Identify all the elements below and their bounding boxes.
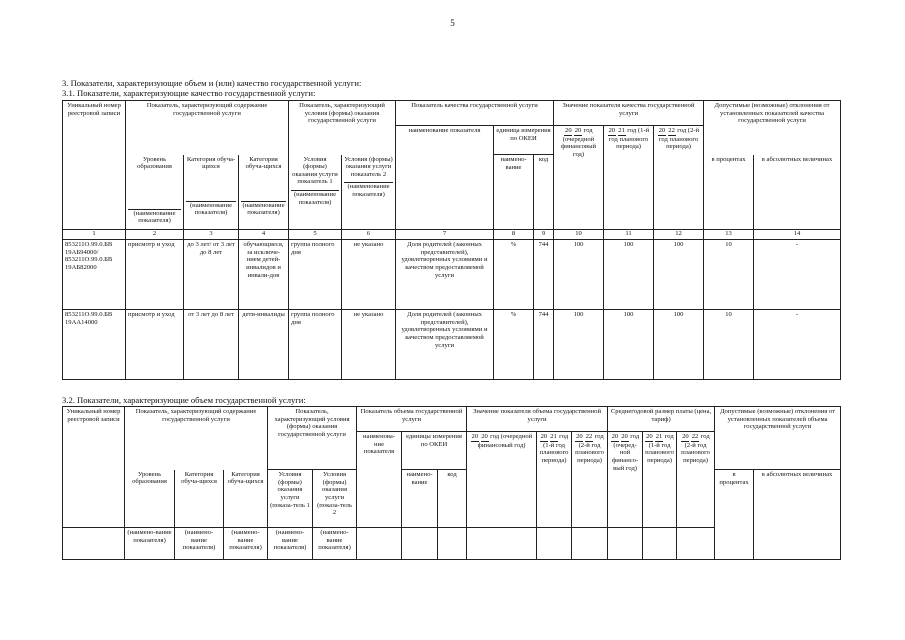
t2-fee-year1-header: 20 20 год (очеред-ной финансо-вый год) bbox=[608, 432, 643, 528]
t2-cond2-pname: (наимено-вание показателя) bbox=[313, 528, 357, 560]
t1-colnum: 5 bbox=[289, 230, 342, 240]
t1-cell-cat1: от 3 лет до 8 лет bbox=[184, 310, 239, 380]
t1-year3-header: 20 22 год (2-й год планового периода) bbox=[654, 126, 704, 230]
t1-colnum: 14 bbox=[754, 230, 841, 240]
t2-value-year2-header: 20 21 год (1-й год планового периода) bbox=[537, 432, 572, 528]
t1-level-header: Уровень образования (наименование показателя) bbox=[126, 155, 184, 230]
t1-cell-regnum: 853211О.99.0.БВ 19АБ94000/ 853211О.99.0.БВ 19АБ82000 bbox=[63, 240, 126, 310]
t1-cell-v1: 100 bbox=[554, 240, 604, 310]
t1-colnum: 2 bbox=[126, 230, 184, 240]
t1-cell-unit: % bbox=[494, 310, 534, 380]
t1-unit-name-header: наимено-вание bbox=[494, 155, 534, 230]
t1-cell-regnum: 853211О.99.0.БВ 19АА14000 bbox=[63, 310, 126, 380]
t1-cell-abs: - bbox=[754, 310, 841, 380]
t1-colnum: 7 bbox=[396, 230, 494, 240]
t1-code-header: код bbox=[534, 155, 554, 230]
page-number: 5 bbox=[450, 18, 455, 28]
t1-condition-header: Показатель, характеризующий условия (формы) оказания государственной услуги bbox=[289, 101, 396, 126]
t1-colnum: 10 bbox=[554, 230, 604, 240]
t1-cell-name: Доля родителей (законных представителей), удовлетворенных условиями и качеством предоставляемой услуги bbox=[396, 240, 494, 310]
t1-cond2-header: Условия (формы) оказания услуги показатель 2 (наименование показателя) bbox=[342, 155, 396, 230]
t1-cell-cond2: не указано bbox=[342, 310, 396, 380]
t2-condition-header: Показатель, характеризующий условия (формы) оказания государственной услуги bbox=[268, 407, 357, 470]
t1-colnum: 12 bbox=[654, 230, 704, 240]
t1-cell-pct: 10 bbox=[704, 310, 754, 380]
t2-unit-header: единицы измерения по ОКЕИ bbox=[402, 432, 467, 470]
t1-cond1-header: Условия (формы) оказания услуги показатель 1 (наименование показателя) bbox=[289, 155, 342, 230]
t1-colnum: 13 bbox=[704, 230, 754, 240]
t1-cell-cond1: группа полного дня bbox=[289, 240, 342, 310]
t2-value-year3-header: 20 22 год (2-й год планового периода) bbox=[572, 432, 608, 528]
t2-cond1-header: Условия (формы) оказания услуги (показа-тель 1 bbox=[268, 470, 313, 528]
t2-deviation-header: Допустимые (возможные) отклонения от установленных показателей объема государственной услуги bbox=[715, 407, 841, 432]
t1-cell-v2: 100 bbox=[604, 310, 654, 380]
t1-cell-v3: 100 bbox=[654, 240, 704, 310]
t1-year2-header: 20 21 год (1-й год планового периода) bbox=[604, 126, 654, 230]
t2-fee-header: Среднегодовой размер платы (цена, тариф) bbox=[608, 407, 715, 432]
t1-cell-cat2: обучающиеся, за исключе-нием детей-инвалидов и инвали-дов bbox=[239, 240, 289, 310]
t2-content-header: Показатель, характеризующий содержание государственной услуги bbox=[125, 407, 268, 432]
t1-values-header: Значение показателя качества государственной услуги bbox=[554, 101, 704, 126]
t1-cell-v2: 100 bbox=[604, 240, 654, 310]
t1-colnum: 8 bbox=[494, 230, 534, 240]
table-row bbox=[63, 240, 841, 310]
quality-table bbox=[62, 100, 841, 380]
t1-cell-cond1: группа полного дня bbox=[289, 310, 342, 380]
t1-cell-unit: % bbox=[494, 240, 534, 310]
t1-colnum: 3 bbox=[184, 230, 239, 240]
t1-content-header: Показатель, характеризующий содержание государственной услуги bbox=[126, 101, 289, 126]
t2-fee-year2-header: 20 21 год (1-й год планового периода) bbox=[643, 432, 677, 528]
t1-category2-header: Категория обуча-щихся (наименование показателя) bbox=[239, 155, 289, 230]
t1-cell-abs: - bbox=[754, 240, 841, 310]
t2-regnum-header: Уникальный номер реестровой записи bbox=[63, 407, 125, 528]
t2-category1-header: Категория обуча-щихся bbox=[175, 470, 224, 528]
t1-cell-name: Доля родителей (законных представителей), удовлетворенных условиями и качеством предоставляемой услуги bbox=[396, 310, 494, 380]
t2-volume-header: Показатель объема государственной услуги bbox=[357, 407, 467, 432]
t2-level-pname: (наимено-вание показателя) bbox=[125, 528, 175, 560]
t1-regnum-header: Уникальный номер реестровой записи bbox=[63, 101, 126, 230]
t2-fee-year3-header: 20 22 год (2-й год планового периода) bbox=[677, 432, 715, 528]
table-row bbox=[63, 310, 841, 380]
t2-level-header: Уровень образования bbox=[125, 470, 175, 528]
t1-unit-header: единица измерения по ОКЕИ bbox=[494, 126, 554, 155]
t1-cell-cat2: дети-инвалиды bbox=[239, 310, 289, 380]
section-3-1-title: 3.1. Показатели, характеризующие качество государственной услуги: bbox=[62, 88, 316, 98]
t2-cond1-pname: (наимено-вание показателя) bbox=[268, 528, 313, 560]
t1-colnum: 6 bbox=[342, 230, 396, 240]
t1-colnum: 11 bbox=[604, 230, 654, 240]
t1-cell-level: присмотр и уход bbox=[126, 310, 184, 380]
t2-pct-header: в процентах bbox=[715, 470, 754, 560]
t2-unit-name-header: наимено-вание bbox=[402, 470, 438, 528]
t1-cell-pct: 10 bbox=[704, 240, 754, 310]
t1-abs-header: в абсолютных величинах bbox=[754, 155, 841, 230]
t1-quality-header: Показатель качества государственной услуги bbox=[396, 101, 554, 126]
t1-colnum: 9 bbox=[534, 230, 554, 240]
section-3-title: 3. Показатели, характеризующие объем и (или) качество государственной услуги: bbox=[62, 78, 362, 88]
t1-pct-header: в процентах bbox=[704, 155, 754, 230]
t1-colnum: 4 bbox=[239, 230, 289, 240]
t2-indicator-name-header: наименова-ние показателя bbox=[357, 432, 402, 528]
t2-code-header: код bbox=[438, 470, 467, 528]
t1-category1-header: Категория обуча-щихся (наименование показателя) bbox=[184, 155, 239, 230]
t1-year1-header: 20 20 год (очередной финансовый год) bbox=[554, 126, 604, 230]
t2-cat2-pname: (наимено-вание показателя) bbox=[224, 528, 268, 560]
t2-cond2-header: Условия (формы) оказания услуги (показа-тель 2 bbox=[313, 470, 357, 528]
t1-indicator-name-header: наименование показателя bbox=[396, 126, 494, 230]
t1-cell-code: 744 bbox=[534, 240, 554, 310]
t2-abs-header: в абсолютных величинах bbox=[754, 470, 841, 560]
volume-table bbox=[62, 406, 841, 560]
t1-colnum: 1 bbox=[63, 230, 126, 240]
t1-cell-code: 744 bbox=[534, 310, 554, 380]
t1-cell-cond2: не указано bbox=[342, 240, 396, 310]
t1-cell-level: присмотр и уход bbox=[126, 240, 184, 310]
t1-deviation-header: Допустимые (возможные) отклонения от установленных показателей качества государственной услуги bbox=[704, 101, 841, 126]
t2-category2-header: Категория обуча-щихся bbox=[224, 470, 268, 528]
t1-cell-v1: 100 bbox=[554, 310, 604, 380]
t2-cat1-pname: (наимено-вание показателя) bbox=[175, 528, 224, 560]
t1-cell-v3: 100 bbox=[654, 310, 704, 380]
t2-values-header: Значение показателя объема государственной услуги bbox=[467, 407, 608, 432]
section-3-2-title: 3.2. Показатели, характеризующие объем государственной услуги: bbox=[62, 395, 306, 405]
t1-cell-cat1: до 3 лет/ от 3 лет до 8 лет bbox=[184, 240, 239, 310]
t2-value-year1-header: 20 20 год (очередной финансовый год) bbox=[467, 432, 537, 528]
